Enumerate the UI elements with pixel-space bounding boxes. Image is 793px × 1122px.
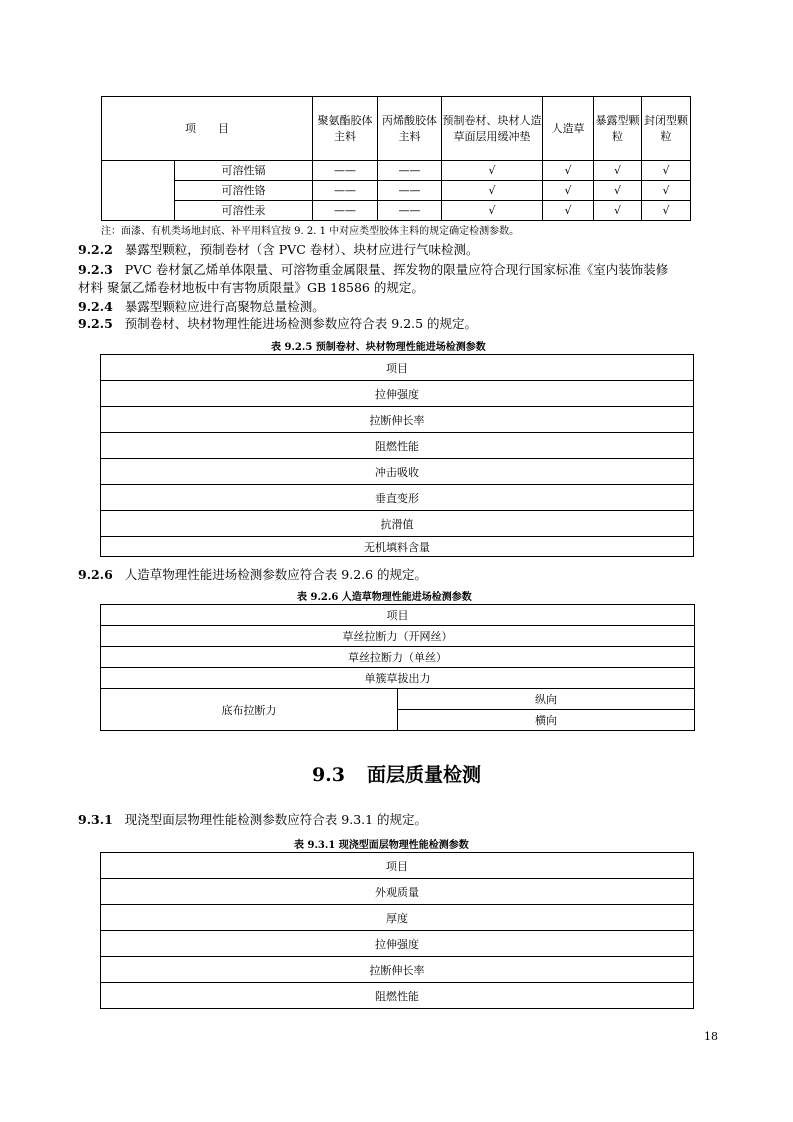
table-row [101, 485, 694, 511]
clause-text: 暴露型颗粒应进行高聚物总量检测。 [124, 299, 325, 314]
section-heading [0, 760, 793, 787]
table-cell: —— [313, 181, 378, 201]
table-cell: 草丝拉断力（开网丝） [101, 626, 695, 647]
table-cell: √ [442, 181, 543, 201]
table-cell: 项目 [101, 355, 694, 381]
table-cell: 外观质量 [101, 879, 694, 905]
table-cell: √ [642, 161, 691, 181]
header-col6: 封闭型颗粒 [642, 97, 691, 161]
table-9-3-1 [100, 852, 694, 1009]
table-row [101, 668, 695, 689]
clause-text: 人造草物理性能进场检测参数应符合表 9.2.6 的规定。 [124, 567, 428, 582]
row-label: 可溶性铬 [175, 181, 313, 201]
table-cell: 厚度 [101, 905, 694, 931]
table-cell: √ [642, 201, 691, 221]
table-row [101, 957, 694, 983]
header-col3: 预制卷材、块材人造草面层用缓冲垫 [442, 97, 543, 161]
table-cell: 拉伸强度 [101, 381, 694, 407]
table-cell: —— [378, 181, 442, 201]
table-row [101, 879, 694, 905]
header-item: 项 目 [102, 97, 313, 161]
table-cell: —— [313, 201, 378, 221]
table-row [101, 355, 694, 381]
table-cell: 阻燃性能 [101, 983, 694, 1009]
section-title: 面层质量检测 [367, 764, 482, 786]
clause-text: 预制卷材、块材物理性能进场检测参数应符合表 9.2.5 的规定。 [124, 316, 478, 331]
table-note: 注：面漆、有机类场地封底、补平用料宜按 9. 2. 1 中对应类型胶体主料的规定确定检测参数。 [101, 226, 520, 237]
table-cell: 横向 [398, 710, 695, 731]
clause-9-2-3 [78, 260, 668, 278]
table-cell: 抗滑值 [101, 511, 694, 537]
table-row [102, 201, 691, 221]
header-col1: 聚氨酯胶体主料 [313, 97, 378, 161]
table-cell: —— [378, 201, 442, 221]
table-cell: 纵向 [398, 689, 695, 710]
clause-9-2-2 [78, 240, 479, 258]
clause-text: 现浇型面层物理性能检测参数应符合表 9.3.1 的规定。 [124, 812, 428, 827]
table-cell: 单簇草拔出力 [101, 668, 695, 689]
clause-text: 暴露型颗粒，预制卷材（含 PVC 卷材）、块材应进行气味检测。 [124, 242, 479, 257]
table-row [101, 626, 695, 647]
clause-number: 9.2.5 [78, 316, 113, 331]
table-row [101, 511, 694, 537]
table-cell: 底布拉断力 [101, 689, 398, 731]
section-number: 9.3 [311, 764, 346, 786]
clause-9-2-5 [78, 314, 477, 332]
clause-9-2-3-continued: 材料 聚氯乙烯卷材地板中有害物质限量》GB 18586 的规定。 [78, 280, 424, 295]
table-cell: √ [543, 181, 594, 201]
table-row [101, 407, 694, 433]
table-cell: 无机填料含量 [101, 537, 694, 557]
table-cell: √ [594, 161, 642, 181]
table-row [101, 647, 695, 668]
clause-9-2-4 [78, 297, 325, 315]
table-caption-9-2-6: 表 9.2.6 人造草物理性能进场检测参数 [297, 592, 472, 603]
clause-text: PVC 卷材氯乙烯单体限量、可溶物重金属限量、挥发物的限量应符合现行国家标准《室内装饰装修 [124, 262, 669, 277]
table-cell: 阻燃性能 [101, 433, 694, 459]
clause-number: 9.2.3 [78, 262, 113, 277]
table-row [101, 381, 694, 407]
clause-9-3-1 [78, 810, 427, 828]
clause-number: 9.2.4 [78, 299, 113, 314]
table-row [101, 433, 694, 459]
empty-group-cell [102, 161, 175, 221]
clause-9-2-6 [78, 565, 427, 583]
table-cell: —— [313, 161, 378, 181]
table-cell: 拉断伸长率 [101, 407, 694, 433]
table-row [102, 181, 691, 201]
table-row [101, 689, 695, 710]
table-row [101, 605, 695, 626]
table-cell: √ [442, 201, 543, 221]
clause-number: 9.2.2 [78, 242, 113, 257]
header-col5: 暴露型颗粒 [594, 97, 642, 161]
table-cell: 冲击吸收 [101, 459, 694, 485]
table-row [102, 161, 691, 181]
row-label: 可溶性汞 [175, 201, 313, 221]
table-row [101, 853, 694, 879]
table-9-2-5 [100, 354, 694, 557]
table-cell: √ [543, 161, 594, 181]
table-cell: 项目 [101, 853, 694, 879]
page-number: 18 [704, 1030, 718, 1043]
table-row [101, 537, 694, 557]
table-row [101, 931, 694, 957]
header-col2: 丙烯酸胶体主料 [378, 97, 442, 161]
table-9-2-1 [101, 96, 691, 221]
table-cell: 项目 [101, 605, 695, 626]
clause-number: 9.3.1 [78, 812, 113, 827]
table-cell: √ [594, 201, 642, 221]
table-cell: √ [594, 181, 642, 201]
table-caption-9-2-5: 表 9.2.5 预制卷材、块材物理性能进场检测参数 [271, 342, 486, 353]
table-caption-9-3-1: 表 9.3.1 现浇型面层物理性能检测参数 [294, 840, 469, 851]
table-cell: 草丝拉断力（单丝） [101, 647, 695, 668]
table-row [101, 905, 694, 931]
row-label: 可溶性镉 [175, 161, 313, 181]
header-col4: 人造草 [543, 97, 594, 161]
table-row [101, 459, 694, 485]
table-cell: √ [642, 181, 691, 201]
table-cell: √ [442, 161, 543, 181]
clause-number: 9.2.6 [78, 567, 113, 582]
table-cell: 拉伸强度 [101, 931, 694, 957]
table-cell: √ [543, 201, 594, 221]
table-9-2-6 [100, 604, 695, 731]
table-header-row [102, 97, 691, 161]
table-cell: 垂直变形 [101, 485, 694, 511]
table-cell: 拉断伸长率 [101, 957, 694, 983]
table-cell: —— [378, 161, 442, 181]
table-row [101, 983, 694, 1009]
